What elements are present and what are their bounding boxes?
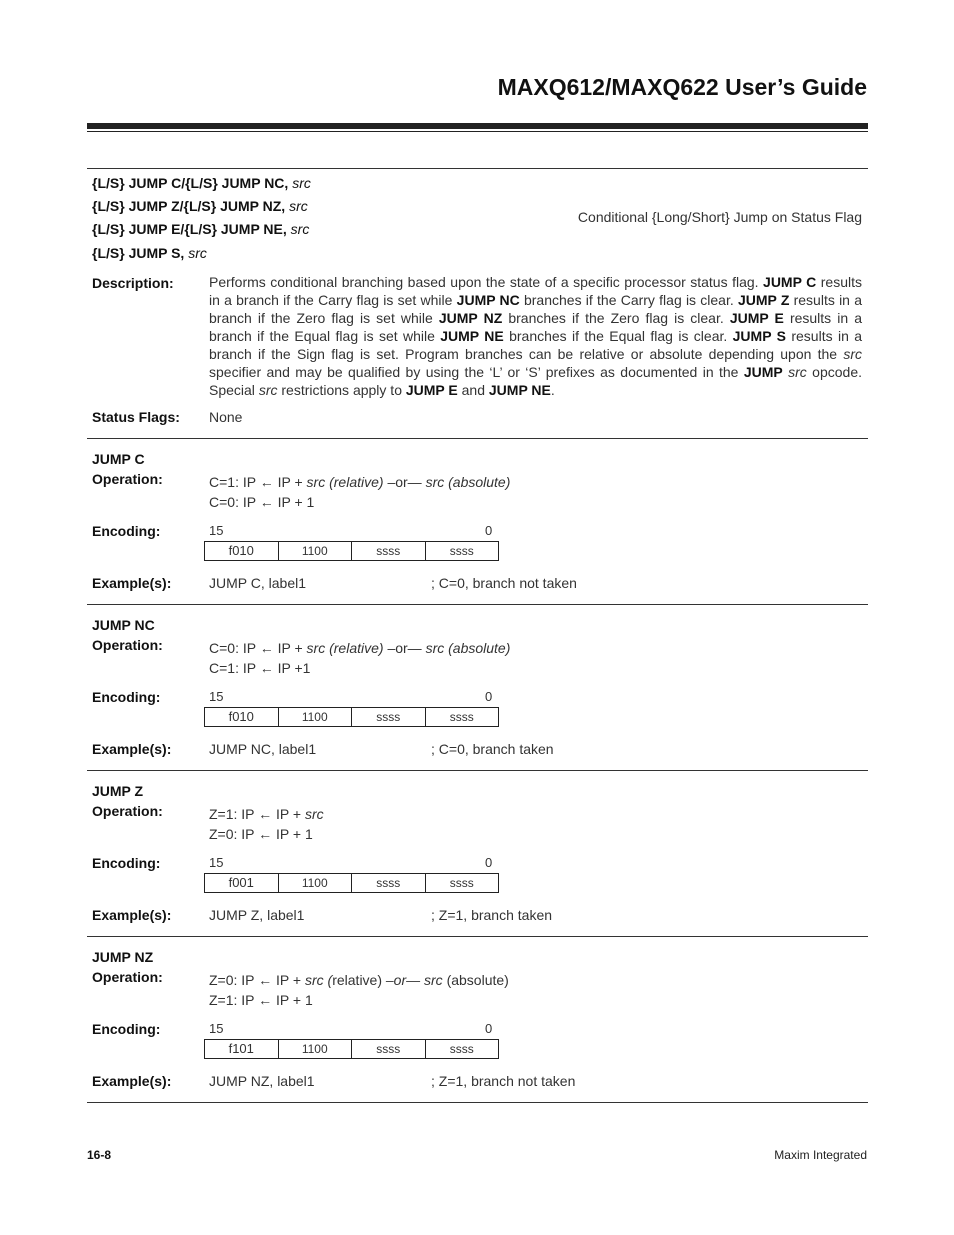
description-label: Description: (92, 275, 174, 291)
text-run: src (843, 346, 862, 362)
encoding-field: f010 (205, 708, 279, 726)
divider (87, 1102, 868, 1103)
examples-label: Example(s): (92, 907, 172, 923)
signature-line: {L/S} JUMP E/{L/S} JUMP NE, src (92, 221, 310, 237)
divider (87, 438, 868, 439)
operation-label: Operation: (92, 803, 163, 819)
text-run: results in a branch if the Zero flag is set while (209, 292, 862, 326)
encoding-field: f001 (205, 874, 279, 892)
encoding-label: Encoding: (92, 1021, 161, 1037)
bit-15-label: 15 (209, 1021, 224, 1036)
operation-line (209, 992, 313, 1008)
example-comment: ; Z=1, branch taken (431, 907, 553, 923)
section-title: JUMP C (92, 451, 145, 467)
status-flags-value: None (209, 409, 243, 425)
text-run: src (relative) (306, 474, 384, 490)
text-run: Z=1: IP ← IP + (209, 806, 305, 822)
text-run: src (788, 364, 807, 380)
section-title: JUMP NC (92, 617, 155, 633)
encoding-box (204, 541, 499, 561)
text-run: src (absolute) (425, 474, 511, 490)
text-run: Performs conditional branching based upon the state of a specific processor status flag. (209, 274, 764, 290)
text-run: relative) (332, 972, 386, 988)
bit-0-label: 0 (485, 523, 493, 538)
signature-line: {L/S} JUMP C/{L/S} JUMP NC, src (92, 175, 311, 191)
bit-15-label: 15 (209, 855, 224, 870)
example-code: JUMP Z, label1 (209, 907, 305, 923)
document-title: MAXQ612/MAXQ622 User’s Guide (497, 74, 867, 100)
header-rule (87, 123, 868, 129)
example-code: JUMP NZ, label1 (209, 1073, 315, 1089)
operation-line (209, 494, 314, 510)
text-run: opcode. Special (209, 364, 862, 398)
header-rule-thin (87, 131, 868, 132)
text-run: src (304, 806, 324, 822)
encoding-box (204, 873, 499, 893)
text-run: src (258, 382, 278, 398)
text-run: JUMP E (405, 382, 458, 398)
text-run: src (absolute) (425, 640, 511, 656)
signature-line: {L/S} JUMP Z/{L/S} JUMP NZ, src (92, 198, 308, 214)
encoding-field: 1100 (279, 542, 353, 560)
encoding-field: f101 (205, 1040, 279, 1058)
text-run: Z=0: IP ← IP + (209, 972, 305, 988)
text-run: JUMP NE (488, 382, 551, 398)
encoding-label: Encoding: (92, 855, 161, 871)
encoding-field: f010 (205, 542, 279, 560)
bit-0-label: 0 (485, 855, 493, 870)
text-run: Z=1: IP ← IP + 1 (209, 992, 313, 1008)
encoding-field: 1100 (279, 874, 353, 892)
examples-label: Example(s): (92, 1073, 172, 1089)
examples-label: Example(s): (92, 575, 172, 591)
text-run: –or— src (385, 972, 443, 988)
text-run: . (550, 382, 555, 398)
text-run: JUMP Z (737, 292, 790, 308)
divider (87, 168, 868, 169)
text-run: and (457, 382, 489, 398)
bit-15-label: 15 (209, 523, 224, 538)
text-run: branches if the Zero flag is clear. (502, 310, 730, 326)
operation-line (209, 826, 313, 842)
encoding-field: ssss (352, 1040, 426, 1058)
company-name: Maxim Integrated (774, 1148, 867, 1162)
text-run: JUMP S (732, 328, 786, 344)
signature-line: {L/S} JUMP S, src (92, 245, 207, 261)
encoding-field: 1100 (279, 708, 353, 726)
example-comment: ; C=0, branch taken (431, 741, 554, 757)
operation-line (209, 640, 510, 656)
text-run: JUMP C (763, 274, 817, 290)
operation-line (209, 972, 509, 988)
text-run: JUMP NC (456, 292, 520, 308)
encoding-field: 1100 (279, 1040, 353, 1058)
text-run: Z=0: IP ← IP + 1 (209, 826, 313, 842)
divider (87, 936, 868, 937)
bit-0-label: 0 (485, 689, 493, 704)
text-run: JUMP (743, 364, 783, 380)
operation-label: Operation: (92, 637, 163, 653)
example-code: JUMP C, label1 (209, 575, 307, 591)
operation-label: Operation: (92, 969, 163, 985)
encoding-field: ssss (449, 876, 474, 890)
encoding-label: Encoding: (92, 523, 161, 539)
operation-label: Operation: (92, 471, 163, 487)
encoding-field: ssss (352, 874, 426, 892)
text-run: restrictions apply to (277, 382, 406, 398)
text-run: results in a branch if the Equal flag is set while (209, 310, 863, 344)
examples-label: Example(s): (92, 741, 172, 757)
bit-0-label: 0 (485, 1021, 493, 1036)
section-title: JUMP NZ (92, 949, 154, 965)
operation-line (209, 806, 324, 822)
status-flags-label: Status Flags: (92, 409, 180, 425)
encoding-box (204, 1039, 499, 1059)
operation-line (209, 660, 310, 676)
text-run: branches if the Equal flag is clear. (503, 328, 733, 344)
example-code: JUMP NC, label1 (209, 741, 317, 757)
encoding-field: ssss (352, 708, 426, 726)
encoding-field: ssss (449, 710, 474, 724)
text-run: C=0: IP ← IP + (209, 640, 307, 656)
encoding-label: Encoding: (92, 689, 161, 705)
text-run: branches if the Carry flag is clear. (519, 292, 738, 308)
operation-line (209, 474, 510, 490)
text-run: C=0: IP ← IP + 1 (209, 494, 315, 510)
bit-15-label: 15 (209, 689, 224, 704)
text-run: results in a branch if the Sign flag is set. Program branches can be relative or absolute depending upon the (209, 328, 863, 362)
encoding-field: ssss (449, 1042, 474, 1056)
encoding-box (204, 707, 499, 727)
example-comment: ; C=0, branch not taken (431, 575, 577, 591)
text-run: src (relative) (306, 640, 384, 656)
text-run: (absolute) (442, 972, 509, 988)
divider (87, 604, 868, 605)
example-comment: ; Z=1, branch not taken (431, 1073, 576, 1089)
text-run: –or— (383, 474, 426, 490)
encoding-field: ssss (352, 542, 426, 560)
section-title: JUMP Z (92, 783, 144, 799)
text-run: src ( (304, 972, 333, 988)
text-run: JUMP E (729, 310, 784, 326)
page-number: 16-8 (87, 1148, 112, 1162)
description-text (209, 273, 862, 399)
text-run: –or— (383, 640, 426, 656)
divider (87, 770, 868, 771)
text-run: specifier and may be qualified by using the ‘L’ or ‘S’ prefixes as documented in the (209, 364, 744, 380)
encoding-field: ssss (449, 544, 474, 558)
text-run: JUMP NE (440, 328, 504, 344)
text-run: JUMP NZ (438, 310, 503, 326)
text-run: C=1: IP ← IP +1 (209, 660, 311, 676)
text-run: C=1: IP ← IP + (209, 474, 307, 490)
instruction-summary: Conditional {Long/Short} Jump on Status Flag (577, 209, 862, 225)
text-run: results in a branch if the Carry flag is set while (209, 274, 862, 308)
